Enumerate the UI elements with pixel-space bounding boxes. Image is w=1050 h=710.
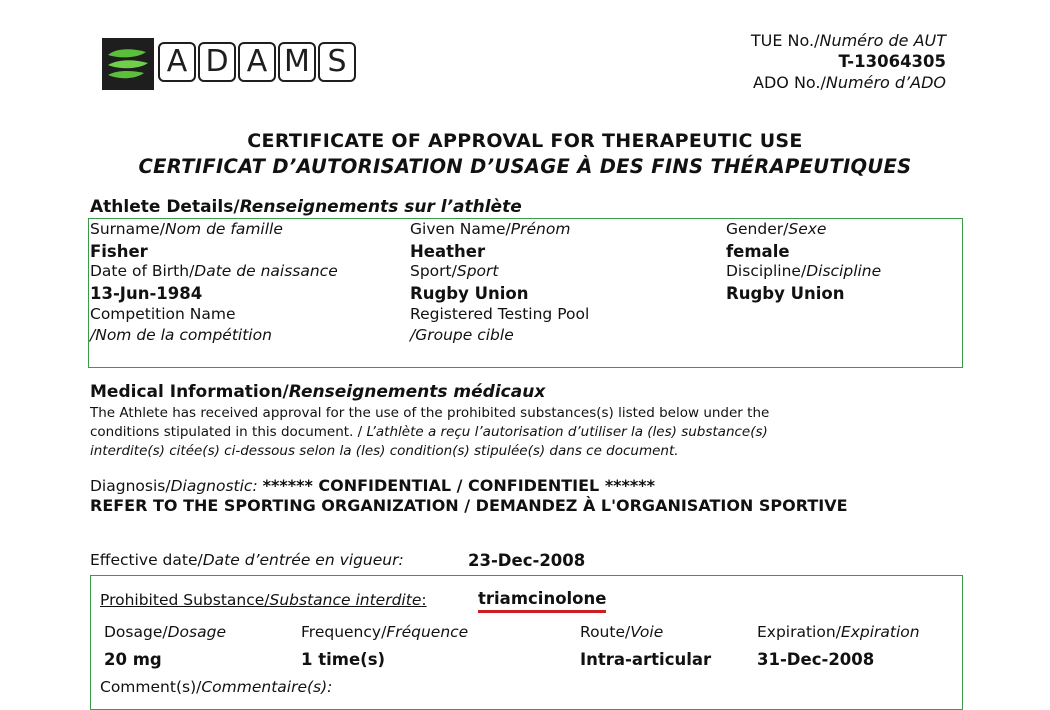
given-name-label: Given Name/Prénom <box>410 220 571 238</box>
refer-to-organization-line: REFER TO THE SPORTING ORGANIZATION / DEMANDEZ À L'ORGANISATION SPORTIVE <box>90 496 848 515</box>
medical-info-heading: Medical Information/Renseignements médicaux <box>90 382 546 402</box>
testing-pool-label: Registered Testing Pool <box>410 305 590 323</box>
tue-number-label: TUE No./Numéro de AUT <box>750 31 946 50</box>
substance-name: triamcinolone <box>478 589 606 613</box>
route-label: Route/Voie <box>580 623 664 641</box>
dob-value: 13-Jun-1984 <box>90 284 203 303</box>
testing-pool-label-fr: /Groupe cible <box>410 326 514 344</box>
effective-date-label: Effective date/Date d’entrée en vigueur: <box>90 551 404 569</box>
given-name-value: Heather <box>410 242 486 261</box>
sport-label: Sport/Sport <box>410 262 499 280</box>
approval-paragraph-line-3: interdite(s) citée(s) ci-dessous selon la (les) condition(s) stipulée(s) dans ce document. <box>90 443 679 459</box>
gender-label: Gender/Sexe <box>726 220 827 238</box>
diagnosis-value: ****** CONFIDENTIAL / CONFIDENTIEL ****** <box>262 476 656 495</box>
prohibited-substance-label: Prohibited Substance/Substance interdite: <box>100 591 427 609</box>
approval-paragraph-line-1: The Athlete has received approval for the use of the prohibited substances(s) listed below under the <box>90 405 770 421</box>
dosage-value: 20 mg <box>104 650 162 669</box>
surname-value: Fisher <box>90 242 148 261</box>
frequency-label: Frequency/Fréquence <box>301 623 469 641</box>
expiration-value: 31-Dec-2008 <box>757 650 875 669</box>
logo-letter: S <box>318 42 356 82</box>
logo-letter: A <box>238 42 276 82</box>
athlete-details-heading: Athlete Details/Renseignements sur l’athlète <box>90 197 522 217</box>
logo-letter: M <box>278 42 316 82</box>
logo-letter: D <box>198 42 236 82</box>
discipline-value: Rugby Union <box>726 284 845 303</box>
adams-logo-wordmark <box>158 42 356 82</box>
competition-label-fr: /Nom de la compétition <box>90 326 272 344</box>
certificate-title-en: CERTIFICATE OF APPROVAL FOR THERAPEUTIC USE <box>247 130 803 152</box>
approval-paragraph-line-2: conditions stipulated in this document. / L’athlète a reçu l’autorisation d’utiliser la (les) substance(s) <box>90 424 768 440</box>
gender-value: female <box>726 242 790 261</box>
tue-number-value: T-13064305 <box>838 52 946 71</box>
ado-number-label: ADO No./Numéro d’ADO <box>753 73 946 92</box>
effective-date-value: 23-Dec-2008 <box>468 551 586 570</box>
dosage-label: Dosage/Dosage <box>104 623 226 641</box>
logo-swoosh-icon <box>102 38 154 90</box>
sport-value: Rugby Union <box>410 284 529 303</box>
adams-logo-mark <box>102 38 154 90</box>
competition-label: Competition Name <box>90 305 236 323</box>
certificate-title-fr: CERTIFICAT D’AUTORISATION D’USAGE À DES FINS THÉRAPEUTIQUES <box>138 155 912 178</box>
diagnosis-line: Diagnosis/Diagnostic: ****** CONFIDENTIAL / CONFIDENTIEL ****** <box>90 476 656 495</box>
logo-letter: A <box>158 42 196 82</box>
surname-label: Surname/Nom de famille <box>90 220 283 238</box>
comments-label: Comment(s)/Commentaire(s): <box>100 678 333 696</box>
expiration-label: Expiration/Expiration <box>757 623 920 641</box>
discipline-label: Discipline/Discipline <box>726 262 882 280</box>
dob-label: Date of Birth/Date de naissance <box>90 262 338 280</box>
route-value: Intra-articular <box>580 650 712 669</box>
frequency-value: 1 time(s) <box>301 650 386 669</box>
